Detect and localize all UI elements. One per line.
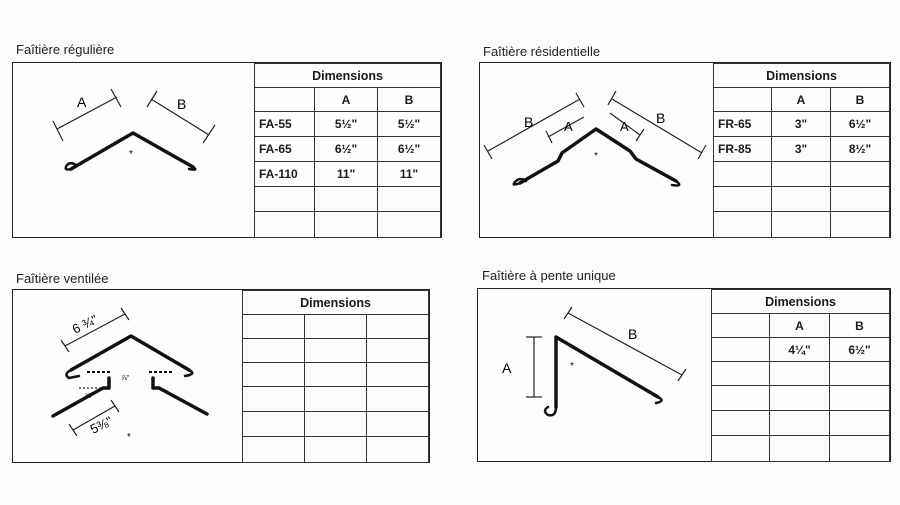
mark-star: *	[127, 432, 131, 443]
col-header-b: B	[378, 88, 441, 112]
panel-faitiere-reguliere	[12, 62, 442, 238]
title-faitiere-reguliere: Faîtière régulière	[16, 42, 115, 57]
dim-label-a: A	[502, 360, 512, 376]
table-header: Dimensions	[243, 291, 429, 315]
table-row: FA-65 6½" 6½"	[255, 137, 441, 162]
col-header-a: A	[770, 314, 830, 338]
mark-star: *	[570, 361, 574, 372]
dim-label-a: A	[564, 119, 573, 134]
table-header: Dimensions	[712, 290, 890, 314]
table-row: FA-55 5½" 5½"	[255, 112, 441, 137]
panel-faitiere-ventilee	[12, 289, 430, 463]
dim-label-bottom: 5⅜"	[87, 413, 115, 437]
dim-label-b: B	[628, 326, 638, 342]
diagram-faitiere-pente-unique	[478, 289, 712, 461]
table-row: FA-110 11" 11"	[255, 162, 441, 187]
table-row: 4¼" 6½"	[712, 338, 890, 362]
dimensions-table-residentielle	[713, 63, 890, 238]
dim-label-b: B	[177, 96, 187, 112]
col-header-b: B	[831, 88, 890, 112]
mark-star: *	[129, 149, 133, 160]
table-header: Dimensions	[255, 64, 441, 88]
diagram-faitiere-residentielle	[480, 63, 714, 237]
dim-label-top: 6 ¾"	[69, 311, 100, 337]
diagram-faitiere-ventilee	[13, 290, 247, 462]
mark-star: *	[594, 151, 598, 162]
panel-faitiere-residentielle	[479, 62, 891, 238]
dim-label-a: A	[77, 94, 87, 110]
dim-label-a: A	[620, 119, 629, 134]
title-faitiere-residentielle: Faîtière résidentielle	[483, 44, 601, 59]
diagram-faitiere-reguliere	[13, 63, 249, 237]
title-faitiere-pente-unique: Faîtière à pente unique	[482, 268, 616, 283]
col-header-a: A	[315, 88, 378, 112]
dim-label-small: ⅝"	[85, 393, 94, 400]
col-header-b: B	[830, 314, 890, 338]
dimensions-table-reguliere	[254, 63, 441, 238]
table-header: Dimensions	[714, 64, 890, 88]
panel-faitiere-pente-unique	[477, 288, 891, 462]
dim-label-b: B	[656, 110, 666, 126]
dimensions-table-pente-unique	[711, 289, 890, 462]
table-row: FR-65 3" 6½"	[714, 112, 890, 137]
table-row: FR-85 3" 8½"	[714, 137, 890, 162]
dim-label-gap: ⅞"	[121, 375, 130, 382]
dimensions-table-ventilee	[242, 290, 429, 463]
title-faitiere-ventilee: Faîtière ventilée	[16, 271, 109, 286]
dim-label-b: B	[524, 114, 534, 130]
col-header-a: A	[772, 88, 831, 112]
